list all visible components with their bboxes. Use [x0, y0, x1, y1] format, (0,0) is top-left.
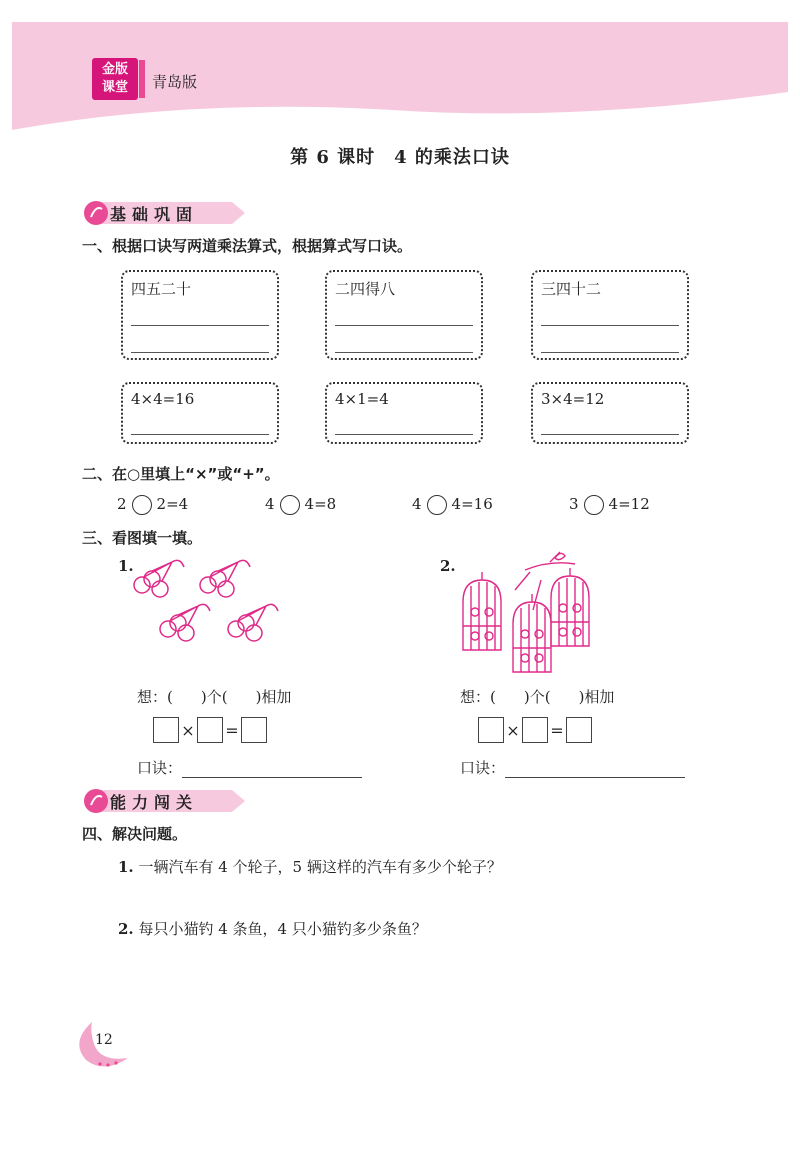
answer-box[interactable]	[153, 717, 179, 743]
problem-text: 每只小猫钓 4 条鱼，4 只小猫钓多少条鱼？	[138, 920, 427, 938]
q1-heading: 一、根据口诀写两道乘法算式，根据算式写口诀。	[82, 237, 413, 255]
birdcages-illustration	[455, 550, 610, 675]
q3-part-1-number: 1.	[118, 557, 134, 575]
section-banner-ability	[82, 787, 247, 815]
publisher-logo	[92, 58, 138, 100]
answer-line[interactable]	[131, 352, 269, 353]
operand-right: 2=4	[156, 495, 189, 513]
operator-item-3	[412, 495, 493, 515]
think-prefix: 想：(	[460, 688, 496, 706]
operand-right: 4=12	[608, 495, 650, 513]
equation-text: 4×1=4	[335, 390, 389, 408]
equation-text: 4×4=16	[131, 390, 195, 408]
equals-sign: =	[225, 720, 239, 740]
section-title-basic: 基础巩固	[110, 205, 199, 224]
logo-line-2: 课堂	[101, 80, 128, 95]
rhyme-text: 四五二十	[131, 280, 192, 298]
equation-box-3	[531, 382, 689, 444]
equation-row-2	[478, 717, 592, 743]
operand-left: 3	[569, 495, 579, 513]
equation-box-2	[325, 382, 483, 444]
equals-sign: =	[550, 720, 564, 740]
answer-box[interactable]	[566, 717, 592, 743]
q3-heading: 三、看图填一填。	[82, 529, 203, 547]
equation-text: 3×4=12	[541, 390, 605, 408]
operand-left: 4	[265, 495, 275, 513]
rhyme-answer-2	[460, 757, 685, 778]
q2-heading: 二、在○里填上“×”或“+”。	[82, 465, 280, 483]
think-suffix: )相加	[578, 688, 615, 706]
operator-circle[interactable]	[280, 495, 300, 515]
section-banner-basic	[82, 199, 247, 227]
edition-label: 青岛版	[152, 73, 198, 91]
answer-box[interactable]	[478, 717, 504, 743]
operand-left: 2	[117, 495, 127, 513]
rhyme-label: 口诀：	[460, 759, 506, 777]
operator-circle[interactable]	[427, 495, 447, 515]
answer-line[interactable]	[541, 434, 679, 435]
rhyme-label: 口诀：	[137, 759, 183, 777]
operand-right: 4=16	[451, 495, 493, 513]
think-mid: )个(	[200, 688, 228, 706]
think-prefix: 想：(	[137, 688, 173, 706]
times-sign: ×	[506, 720, 520, 740]
operator-item-1	[117, 495, 188, 515]
operator-circle[interactable]	[132, 495, 152, 515]
problem-text: 一辆汽车有 4 个轮子，5 辆这样的汽车有多少个轮子？	[138, 858, 502, 876]
problem-number: 2.	[118, 920, 134, 938]
answer-line[interactable]	[131, 434, 269, 435]
operand-right: 4=8	[304, 495, 337, 513]
answer-line[interactable]	[335, 325, 473, 326]
rhyme-box-3	[531, 270, 689, 360]
answer-line[interactable]	[335, 352, 473, 353]
page-number: 12	[95, 1032, 113, 1048]
operator-item-2	[265, 495, 336, 515]
answer-line[interactable]	[335, 434, 473, 435]
logo-line-1: 金版	[101, 62, 128, 77]
rhyme-text: 三四十二	[541, 280, 602, 298]
rhyme-text: 二四得八	[335, 280, 396, 298]
problem-1	[118, 856, 502, 877]
think-line-2	[460, 686, 614, 707]
answer-line[interactable]	[541, 325, 679, 326]
answer-box[interactable]	[241, 717, 267, 743]
cherries-illustration	[130, 555, 290, 650]
equation-row-1	[153, 717, 267, 743]
rhyme-input[interactable]	[505, 763, 685, 778]
answer-box[interactable]	[197, 717, 223, 743]
equation-box-1	[121, 382, 279, 444]
rhyme-answer-1	[137, 757, 362, 778]
times-sign: ×	[181, 720, 195, 740]
q3-part-2-number: 2.	[440, 557, 456, 575]
think-mid: )个(	[523, 688, 551, 706]
think-line-1	[137, 686, 291, 707]
logo-side-strip	[139, 60, 145, 98]
answer-line[interactable]	[131, 325, 269, 326]
section-title-ability: 能力闯关	[110, 793, 199, 812]
rhyme-box-1	[121, 270, 279, 360]
answer-box[interactable]	[522, 717, 548, 743]
think-suffix: )相加	[255, 688, 292, 706]
lesson-title: 第 6 课时 4 的乘法口诀	[290, 147, 510, 168]
operand-left: 4	[412, 495, 422, 513]
rhyme-input[interactable]	[182, 763, 362, 778]
problem-2	[118, 918, 427, 939]
answer-line[interactable]	[541, 352, 679, 353]
rhyme-box-2	[325, 270, 483, 360]
operator-item-4	[569, 495, 650, 515]
problem-number: 1.	[118, 858, 134, 876]
operator-circle[interactable]	[584, 495, 604, 515]
q4-heading: 四、解决问题。	[82, 825, 188, 843]
